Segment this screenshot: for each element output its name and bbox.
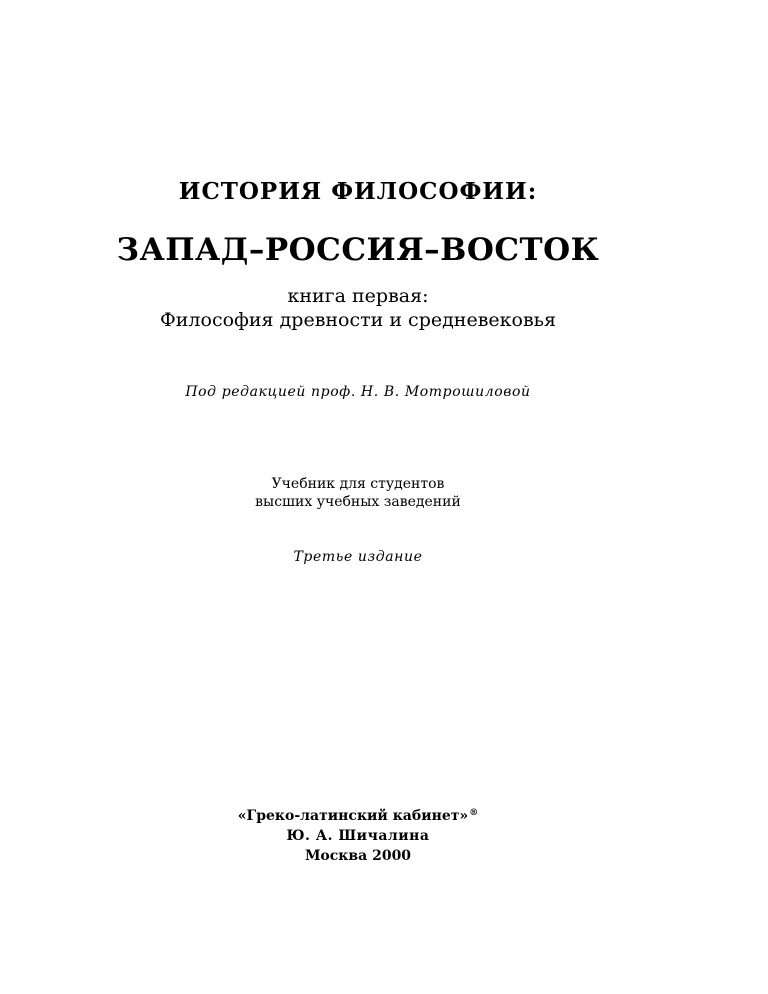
registered-mark: ® xyxy=(469,808,479,818)
book-label: книга первая: xyxy=(287,285,429,307)
edition-label: Третье издание xyxy=(293,549,423,565)
publisher-block xyxy=(0,808,716,824)
purpose-line-1: Учебник для студентов xyxy=(271,476,445,492)
purpose-line-2: высших учебных заведений xyxy=(255,494,461,510)
book-subtitle: Философия древности и средневековья xyxy=(160,309,556,331)
place-year: Москва 2000 xyxy=(304,848,412,864)
publisher-name: «Греко-латинский кабинет» xyxy=(237,808,469,824)
publisher-owner: Ю. А. Шичалина xyxy=(286,828,430,844)
series-title: ИСТОРИЯ ФИЛОСОФИИ: xyxy=(178,178,538,205)
main-title: ЗАПАД–РОССИЯ–ВОСТОК xyxy=(116,232,600,268)
editor-line: Под редакцией проф. Н. В. Мотрошиловой xyxy=(185,384,531,400)
